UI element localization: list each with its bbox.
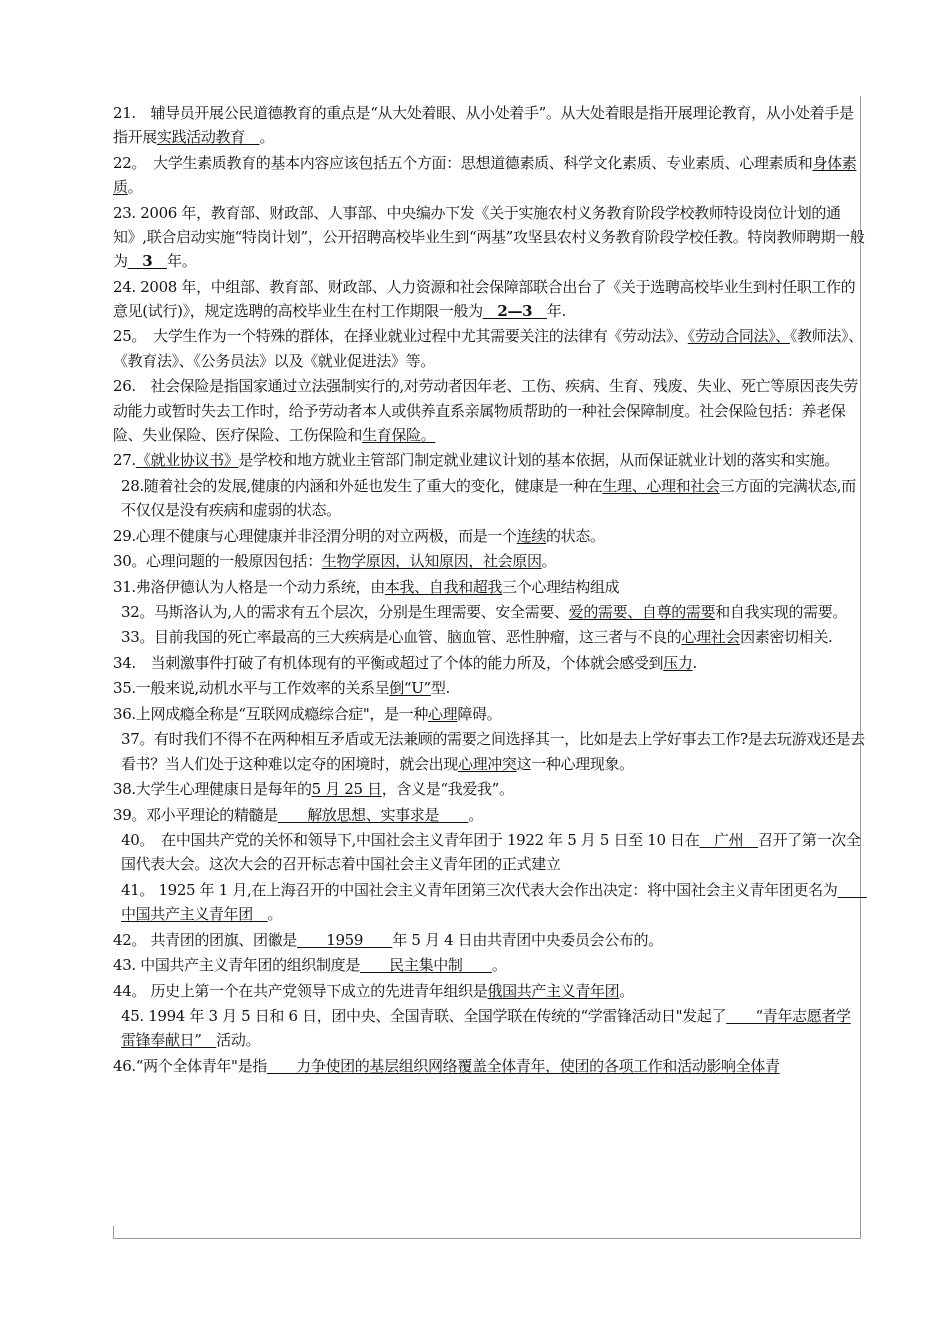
question-text: 。	[127, 178, 143, 197]
question-text: 24. 2008 年，中组部、教育部、财政部、人力资源和社会保障部联合出台了《关于选聘高校毕业生到村任职工作的意见(试行)》，规定选聘的高校毕业生在村工作期限一般为	[113, 277, 856, 320]
question-text: 因素密切相关.	[740, 628, 833, 647]
answer-blank: 解放思想、实事求是	[277, 805, 469, 824]
question-item	[113, 324, 865, 373]
question-text: 42。 共青团的团旗、团徽是	[113, 930, 297, 949]
question-text: 41。 1925 年 1 月,在上海召开的中国社会主义青年团第三次代表大会作出决定：将中国社会主义青年团更名为	[121, 880, 838, 899]
question-text: 32。马斯洛认为,人的需求有五个层次，分别是生理需要、安全需要、	[121, 603, 569, 621]
question-text: 40。 在中国共产党的关怀和领导下,中国社会主义青年团于 1922 年 5 月 5 日至 10 日在	[121, 831, 700, 850]
question-text: 44。 历史上第一个在共产党领导下成立的先进青年组织是	[113, 981, 488, 1000]
question-text: 46.“两个全体青年"是指	[113, 1056, 267, 1075]
question-item	[113, 275, 865, 324]
answer-blank: 心理冲突	[457, 754, 517, 773]
page-border-bottom	[113, 1238, 861, 1239]
question-text: 障碍。	[457, 704, 502, 723]
question-text: 45. 1994 年 3 月 5 日和 6 日，团中央、全国青联、全国学联在传统的“学雷锋活动日"发起了	[121, 1007, 727, 1026]
question-text: 26. 社会保险是指国家通过立法强制实行的,对劳动者因年老、工伤、疾病、生育、残废、失业、死亡等原因丧失劳动能力或暂时失去工作时，给予劳动者本人或供养直系亲属物质帮助的一种社会保障制度。社会保险包括：养老保险、失业保险、医疗保险、工伤保险和	[113, 377, 859, 444]
question-text: 31.弗洛伊德认为人格是一个动力系统，由	[113, 577, 385, 596]
question-text: 。	[491, 956, 507, 975]
question-item	[113, 702, 865, 726]
question-text: 这一种心理现象。	[516, 754, 634, 773]
question-text: 33。目前我国的死亡率最高的三大疾病是心血管、脑血管、恶性肿瘤，这三者与不良的	[121, 628, 682, 647]
question-item	[113, 575, 865, 599]
answer-blank: 连续	[516, 526, 547, 545]
question-item	[113, 953, 865, 977]
question-item	[113, 803, 865, 827]
answer-blank: 俄国共产主义青年团	[487, 981, 620, 1000]
question-text: 36.上网成瘾全称是“互联网成瘾综合症"，是一种	[113, 704, 429, 723]
answer-blank: 爱的需要、自尊的需要	[568, 603, 716, 621]
question-item	[113, 777, 865, 801]
question-item	[113, 101, 865, 150]
question-item	[113, 878, 865, 927]
answer-blank: 2—3	[482, 301, 547, 320]
question-text: 43. 中国共产主义青年团的组织制度是	[113, 956, 360, 975]
question-text: 活动。	[216, 1031, 261, 1050]
answer-blank: 心理	[428, 704, 458, 723]
question-item	[113, 651, 865, 675]
question-item	[113, 1054, 865, 1078]
question-item	[113, 474, 865, 523]
question-item	[113, 625, 865, 649]
question-text: 39。邓小平理论的精髓是	[113, 805, 278, 824]
question-text: 。	[619, 981, 634, 1000]
answer-blank: 《劳动合同法》、	[687, 327, 790, 346]
question-text: 。	[541, 552, 557, 571]
question-text: 28.随着社会的发展,健康的内涵和外延也发生了重大的变化，健康是一种在	[121, 476, 603, 495]
question-item	[113, 600, 865, 624]
answer-blank: 广州	[699, 831, 758, 850]
question-text: 30。心理问题的一般原因包括：	[113, 552, 322, 571]
question-item	[113, 979, 865, 1003]
question-text: 38.大学生心理健康日是每年的	[113, 780, 312, 799]
question-text: 是学校和地方就业主管部门制定就业建议计划的基本依据，从而保证就业计划的落实和实施。	[238, 451, 840, 470]
question-text: 22。 大学生素质教育的基本内容应该包括五个方面：思想道德素质、科学文化素质、专业素质、心理素质和	[113, 153, 813, 172]
question-item	[113, 374, 865, 447]
answer-blank: 生育保险。	[362, 425, 436, 444]
question-list	[113, 101, 865, 1079]
answer-blank: 1959	[296, 930, 393, 949]
question-item	[113, 151, 865, 200]
question-text: 29.心理不健康与心理健康并非泾渭分明的对立两极，而是一个	[113, 526, 517, 545]
answer-blank: 中国共产主义青年团	[121, 880, 867, 924]
answer-blank: 压力	[663, 653, 693, 672]
answer-blank: 3	[127, 252, 168, 271]
page-border-left	[113, 1226, 114, 1238]
answer-blank: 5 月 25 日	[311, 780, 382, 799]
question-text: 年。	[167, 252, 197, 271]
question-text: .	[692, 653, 697, 672]
question-item	[113, 828, 865, 877]
question-text: 年.	[546, 301, 566, 320]
question-text: 34. 当刺激事件打破了有机体现有的平衡或超过了个体的能力所及，个体就会感受到	[113, 653, 664, 672]
question-text: 27.	[113, 451, 136, 470]
question-text: 。	[259, 128, 275, 147]
question-text: 和自我实现的需要。	[715, 603, 848, 621]
question-text: 的状态。	[546, 526, 605, 545]
question-item	[113, 1004, 865, 1053]
answer-blank: 倒“U”	[389, 679, 431, 698]
question-text: 年 5 月 4 日由共青团中央委员会公布的。	[392, 930, 663, 949]
answer-blank: 心理社会	[681, 628, 741, 647]
question-item	[113, 524, 865, 548]
question-text: 37。有时我们不得不在两种相互矛盾或无法兼顾的需要之间选择其一，比如是去上学好事去工作?是去玩游戏还是去看书？当人们处于这种难以定夺的困境时，就会出现	[121, 730, 865, 773]
answer-blank: 生理、心理和社会	[602, 476, 720, 495]
question-item	[113, 727, 865, 776]
answer-blank: 身体素质	[113, 153, 857, 197]
answer-blank: 民主集中制	[359, 956, 492, 975]
question-item	[113, 928, 865, 952]
question-text: 三个心理结构组成	[502, 577, 620, 596]
answer-blank: 力争使团的基层组织网络覆盖全体青年，使团的各项工作和活动影响全体青	[266, 1056, 780, 1075]
question-text: 召开了第一次全国代表大会。这次大会的召开标志着中国社会主义青年团的正式建立	[121, 831, 861, 874]
question-text: 21. 辅导员开展公民道德教育的重点是“从大处着眼、从小处着手”。从大处着眼是指开展理论教育，从小处着手是指开展	[113, 104, 854, 147]
question-text: 三方面的完满状态,而不仅仅是没有疾病和虚弱的状态。	[121, 476, 856, 520]
question-text: 型.	[430, 679, 450, 698]
question-item	[113, 676, 865, 700]
question-text: 25。 大学生作为一个特殊的群体，在择业就业过程中尤其需要关注的法律有《劳动法》、	[113, 327, 688, 346]
answer-blank: 本我、自我和超我	[384, 577, 503, 596]
question-item	[113, 201, 865, 274]
question-text: 35.一般来说,动机水平与工作效率的关系呈	[113, 679, 390, 698]
question-text: 。	[468, 805, 483, 824]
question-item	[113, 448, 865, 472]
answer-blank: “青年志愿者学雷锋奉献日”	[121, 1007, 851, 1050]
question-text: 。	[267, 905, 283, 924]
question-text: 《教师法》、《教育法》、《公务员法》以及《就业促进法》等。	[113, 327, 863, 370]
question-text: 23. 2006 年，教育部、财政部、人事部、中央编办下发《关于实施农村义务教育阶段学校教师特设岗位计划的通知》,联合启动实施“特岗计划”，公开招聘高校毕业生到“两基”攻坚县农村义务教育阶段学校任教。特岗教师聘期一般为	[113, 203, 865, 271]
question-item	[113, 549, 865, 573]
answer-blank: 实践活动教育	[156, 128, 260, 147]
answer-blank: 生物学原因，认知原因，社会原因	[321, 552, 542, 571]
question-text: ，含义是“我爱我”。	[381, 780, 514, 799]
answer-blank: 《就业协议书》	[135, 451, 239, 470]
